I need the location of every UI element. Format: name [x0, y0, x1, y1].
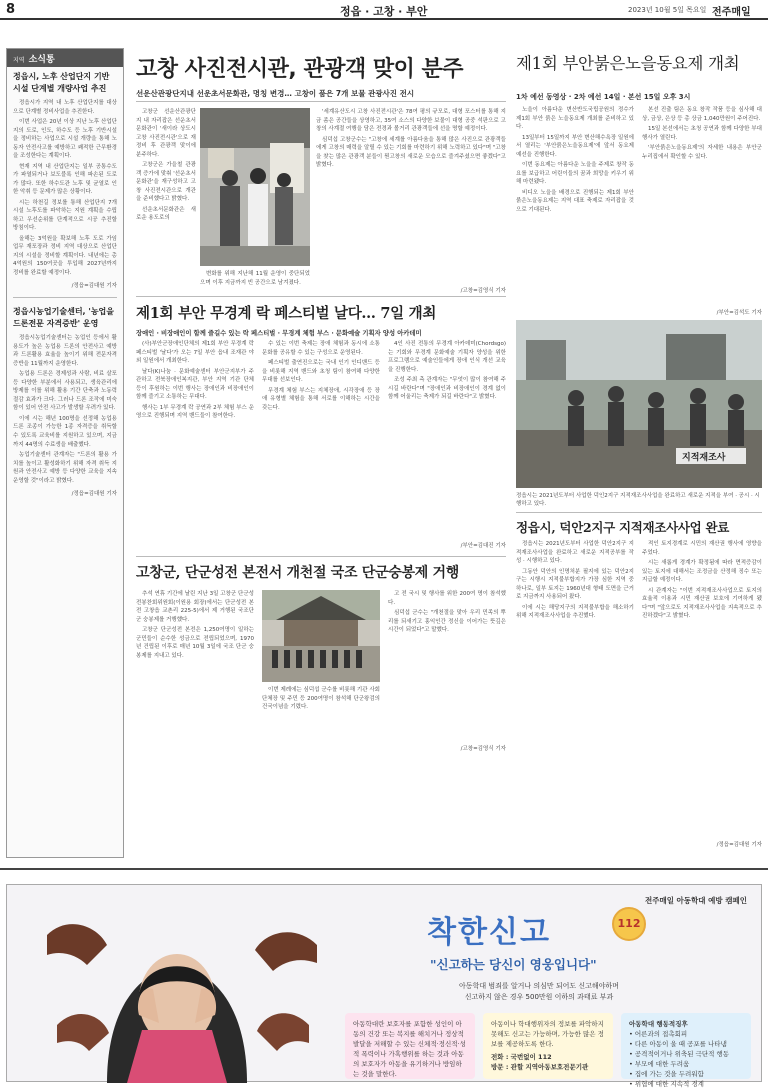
survey-headline: 정읍시, 덕안2지구 지적재조사사업 완료 [516, 520, 730, 535]
emergency-112-badge: 112 [612, 907, 646, 941]
byline: /고창=김영식 기자 [460, 746, 506, 752]
section-title: 정읍 · 고창 · 부안 [340, 5, 428, 18]
byline: /정읍=김대원 기자 [71, 283, 117, 290]
article-title: 정읍시, 노후 산업단지 기반시설 단계별 개량사업 추진 [13, 72, 110, 93]
signs-box: 아동학대 행동적징후 • 어른과의 접촉회피 • 다른 아동이 울 때 공포를 나타냄 • 공격적이거나 위축된 극단적 행동 • 부모에 대한 두려움 • 집에 가는 것을 두려워함 • 위협에 대한 지속적 경계 [621, 1013, 751, 1079]
song-festival-headline: 제1회 부안붉은노을동요제 개최 [516, 54, 740, 73]
photo-illustration [200, 108, 310, 266]
song-festival-subtitle: 1차 예선 동영상 · 2차 예선 14일 · 본선 15일 오후 3시 [516, 93, 691, 101]
divider [136, 296, 506, 297]
byline: /부안=김대진 기자 [460, 543, 506, 549]
article-body: 정읍시는 2021년도부터 사업한 덕안2지구 지적재조사사업을 완료하고 새로운 지적공부를 작성 · 시행하고 있다. 그동안 덕안의 인명처분 필지에 있는 덕안2지구는 시행시 지적불부합지가 가장 심한 지역 중 하나로, 일부 토지는 1960년대 형태 도면을 근거로 지금까지 사용되어 왔다. 이에 시는 해당지구의 지적불부합을 해소하기 위해 지적재조사사업을 추진했다. [516, 541, 634, 620]
issue-date: 2023년 10월 5일 목요일 [628, 6, 707, 14]
article-title: 정읍시농업기술센터, '농업을 드론전문 자격증반' 운영 [13, 307, 115, 329]
article-body: 추석 연휴 기간에 날린 지난 3일 고창군 단군성전봉찬회위원회(이원용 회장)에서는 단군성전 본전 고창읍 교촌리 225-5)에서 제 거행된 국조단군 숭봉제를 거행했다. 고창군 단군성전 본전은 1,250여명이 일하는 군민들이 순수한 성금으로 전립되었으며, 1970년 건립된 이후로 매년 10월 3일에 국조 단군 숭봉제를 지내고 있다. [136, 591, 254, 659]
ad-slogan: "신고하는 당신이 영웅입니다" [430, 957, 597, 972]
divider [13, 297, 117, 298]
article-body: 정읍시가 지역 내 노후 산업단지를 대상으로 단계별 정비사업을 추진한다. 이번 사업은 20년 이상 지난 노후 산업단지의 도로, 인도, 하수도 등 노후 기반시설을 정비하는 사업으로 시설 개량을 통해 노동자 안전사고를 예방하고 쾌적한 근무환경을 조성한다는 계획이다. 현재 지역 내 산업단지는 일부 공통수도가 파열되거나 보도블록 인해 파손된 도로가 많다. 또한 하수도관 노후 및 균열로 인한 악취 등 문제가 많은 상황이다. 시는 하천길 정보를 통해 산업단지 7개 시설 노후도를 파악하는 지원 계획을 수립하고 우선순위를 단계적으로 시공 추진할 방침이다. 올해는 3억원을 확보해 노후 도로 가임 업무 재포장과 정비 지역 대상으로 산업단지의 시설을 정비할 계획이다. 내년에는 총 4억원의 150여곳을 투입해 2027년까지 정비를 완료할 예정이다. [13, 100, 117, 276]
page-header [0, 0, 768, 20]
divider [516, 512, 762, 513]
photo-illustration [262, 590, 380, 682]
photo-sign-label: 지적재조사 [682, 453, 726, 463]
ceremony-photo [262, 590, 380, 682]
ad-description: 아동학대 범죄를 알거나 의심만 되어도 신고해야하며 신고하지 않은 경우 500만원 이하의 과태료 부과 [459, 982, 619, 1002]
article-body: 변화를 위해 지난해 11월 운영이 중단되었으며 이후 지금까지 빈 공간으로 남겨졌다. [200, 271, 310, 286]
article-body: '세계유산도시 고창 사진전시관'은 78여 평의 규모로, 대형 포스터를 통해 지금 좀은 공간들을 상영하고, 35여 소스의 다양한 보물이 대형 공중 석판으로 고창의 사계절 여행을 담은 전경과 볼거리 관광객들에 선을 명할 예정이다. 심덕섭 고창군수는 "고창에 세계를 아름다움을 통해 많은 사진으로 관광객들에게 고창의 매력을 알릴 수 있는 기회를 마련하기 위해 노력하고 있다"며 "고창을 찾는 많은 관광객 분들이 뭔고창의 새로운 모습으로 즐겨주셨으면 좋겠다"고 밝혔다. [316, 109, 506, 169]
divider [136, 556, 506, 557]
article-body: (사)부안군장애인단체의 제1회 부안 무경계 락 페스티벌 '날다'가 오는 7일 부안 읍내 조재관 야외 일원에서 개최한다. 날다(K)나눔 · 문화예술센터 부안군지부가 주관하고 전북장애인복지관, 부안 지역 기관 단체 등이 후원하는 이번 행사는 장애인과 비장애인이 함께 즐기고 소통하는 무대다. 행사는 1부 무경계 락 공연과 2부 체험 부스 운영으로 진행되며 지역 밴드들이 참여한다. [136, 341, 254, 420]
article-body: 정읍시농업기술센터는 농업인 등에서 활용도가 높은 농업용 드론의 안전사고 예방과 드론활용 효율을 높이기 위해 전문자격증반을 11월까지 운영한다. 농업용 드론은 경제성과 사람, 비료 살포 등 다양한 부분에서 사용되고, 생육관리에 방제를 이를 위해 활용 기간 단축과 노동력 절감 효과가 크다. 그러나 드론 조작에 미숙함이 있어 안전 사고가 발생할 우려가 있다. 이에 시는 해년 100명을 선정해 농업용 드론 조종이 가능한 1종 자격증을 취득할 수 있도록 교육비를 지원하고 있으며, 지금까지 44명의 수료생을 배출했다. 농업기술센터 관계자는 "드론의 활용 가치를 높이고 활성화하기 위해 자격 취득 지원과 안전사고 예방 등 다양한 교육을 지속 운영할 것"이라고 밝혔다. [13, 335, 117, 484]
article-body: 고창군 선운산관광단지 내 자리잡은 선운초서문화관이 '새이라 상도시 고창 사진전시관'으로 재정비 후 관광객 맞이에 분주하다. 고창군은 가을철 관광객 증가에 맞춰 '선운초서문화관'을 재구성하고 고창 사진전시관으로 개관을 준비했다고 밝혔다. 선운초서문화관은 새로운 용도로의 [136, 109, 196, 222]
divider [136, 101, 506, 102]
page-number: 8 [6, 2, 16, 17]
survey-photo [516, 320, 762, 488]
byline: /정읍=김대원 기자 [716, 842, 762, 848]
local-news-column [6, 48, 124, 858]
article-body: 수 있는 이번 축제는 장애 체험과 동시에 소통 문화를 공유할 수 있는 구성으로 운영된다. 페스티벌 출연진으로는 국내 인기 인디밴드 등을 비롯해 지역 밴드와 초청 팀이 참여해 다양한 무대를 선보인다. 무경계 체험 부스는 지체장애, 시각장애 등 장애 유형별 체험을 통해 서로를 이해하는 시간을 갖는다. [262, 341, 380, 411]
dangun-headline: 고창군, 단군성전 본전서 개천절 국조 단군숭봉제 거행 [136, 565, 459, 581]
definition-box: 아동학대란 보호자를 포함한 성인이 아동의 건강 또는 복지를 해치거나 정상적 발달을 저해할 수 있는 신체적·정신적·성적 폭력이나 가혹행위를 하는 것과 아동의 보호자가 아동을 유기하거나 방임하는 것을 말한다. [345, 1013, 475, 1079]
article-body: 노을이 아름다운 변산반도국립공원의 정수가 제1회 부안 붉은 노을동요제 개최를 준비하고 있다. 13일부터 15일까지 부안 변산해수욕장 일원에서 열리는 '부안붉은노을동요제'에 앞서 동요제 예선을 진행한다. 이번 동요제는 아름다운 노을을 주제로 창작 동요를 보급하고 어린이들의 꿈과 희망을 키우기 위해 마련됐다. 비디오 노을을 배경으로 진행되는 제1회 부안붉은노을동요제는 지역 대표 축제로 자리잡을 것으로 기대된다. [516, 107, 634, 213]
article-body: 고 전 국시 및 행사를 위한 200여 명이 참석했다. 심덕섭 군수는 "개천절을 맞아 우리 민족의 뿌리를 되새기고 홍익인간 정신을 이어가는 뜻깊은 시간이 되었다"고 말했다. [388, 591, 506, 634]
main-subtitle: 선운산관광단지내 선운초서문화관, 명칭 변경… 고창이 품은 7개 보물 관광사진 전시 [136, 89, 415, 98]
article-body: 본선 진출 팀은 동요 창작 작품 등을 심사해 대상, 금상, 은상 등 총 상금 1,040만원이 주어진다. 15일 본선에서는 초청 공연과 함께 다양한 부대행사가 열린다. '부안붉은노을동요제'의 자세한 내용은 부안군 누리집에서 확인할 수 있다. [642, 107, 762, 160]
byline: /고창=김영식 기자 [460, 288, 506, 294]
ad-separator [0, 868, 768, 870]
photo-caption: 정읍시는 2021년도부터 사업한 덕인2지구 지적재조사사업을 완료하고 새로운 지적을 부여 · 공시 · 시행하고 있다. [516, 493, 760, 508]
article-body: 4인 사진 전통의 무경계 아카데미(Chordsgo)는 기회와 무경계 문화예술 기획자 양성을 위한 프로그램으로 예술인들에게 장애 인식 개선 교육을 진행한다. 조성 주최 측 관계자는 "무엇이 많이 참여해 주시길 바란다"며 "장애인과 비장애인이 경계 없이 함께 어울리는 축제가 되길 바란다"고 밝혔다. [388, 341, 506, 401]
article-body: 이번 제례에는 심덕섭 군수를 비롯해 기관 사회단체장 및 주민 등 200여명이 참석해 단군왕검의 건국이념을 기렸다. [262, 687, 380, 711]
campaign-ad [6, 884, 762, 1089]
ad-title: 착한신고 [427, 915, 551, 950]
paper-name: 전주매일 [712, 7, 751, 18]
festival-subtitle: 장애인 · 비장애인이 함께 즐길수 있는 락 페스티벌 · 무경계 체험 부스 · 문화예술 기획자 양성 아카데미 [136, 330, 422, 337]
byline: /부안=김석도 기자 [716, 310, 762, 316]
distressed-woman-illustration [47, 905, 317, 1083]
article-body: 적인 토지경계로 시민의 재산권 행사에 영향을 주었다. 시는 새롭게 경계가 확정됨에 따라 면적증감이 있는 토지에 대해서는 조정금을 산정해 징수 또는 지급할 예정이다. 시 관계자는 "이번 지적재조사사업으로 토지의 효율적 이용과 시민 재산권 보호에 기여하게 됐다"며 "앞으로도 지적재조사사업을 지속적으로 추진하겠다"고 밝혔다. [642, 541, 762, 620]
report-box: 아동이나 학대행위자의 정보를 파악하지 못해도 신고는 가능하며, 가능한 많은 정보를 제공하도록 한다. 전화 : 국번없이 112 방문 : 관할 지역아동보호전문기관 [483, 1013, 613, 1079]
main-headline: 고창 사진전시관, 관광객 맞이 분주 [136, 57, 464, 82]
byline: /정읍=김대원 기자 [71, 491, 117, 498]
campaign-label: 전주매일 아동학대 예방 캠페인 [644, 896, 747, 905]
column-tag: 지역 소식통 [7, 49, 123, 67]
exhibition-photo [200, 108, 310, 266]
festival-headline: 제1회 부안 무경계 락 페스티벌 날다… 7일 개최 [136, 305, 437, 322]
